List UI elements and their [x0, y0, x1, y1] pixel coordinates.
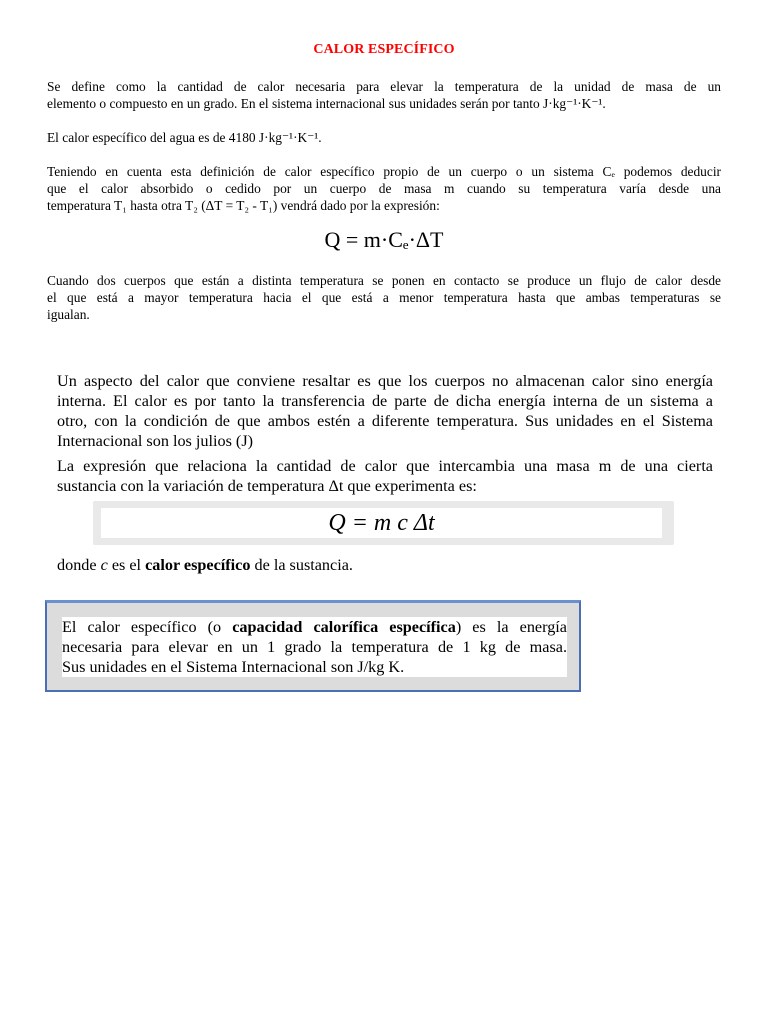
text-line: necesaria para elevar en un 1 grado la temperatura de 1 kg de masa. — [62, 638, 567, 656]
def-text-b: ) es la energía — [455, 618, 567, 636]
text-line: igualan. — [47, 307, 90, 322]
text-line: Cuando dos cuerpos que están a distinta temperatura se ponen en contacto se produce un flujo de calor desde — [47, 273, 721, 288]
deduction-paragraph — [47, 163, 721, 214]
text-line — [57, 555, 713, 575]
text-line: otro, con la condición de que ambos estén a diferente temperatura. Sus unidades en el Sistema — [57, 412, 713, 430]
text-line: Internacional son los julios (J) — [57, 432, 254, 450]
note-suffix: de la sustancia. — [250, 556, 353, 574]
text-line: Sus unidades en el Sistema Internacional son J/kg K. — [62, 658, 405, 676]
text-line: Teniendo en cuenta esta definición de calor específico propio de un cuerpo o un sistema Cₑ podemos deducir — [47, 164, 721, 179]
note-bold-term: calor específico — [145, 556, 251, 574]
heat-formula: Q = m·Cₑ·ΔT — [324, 227, 444, 252]
text-line: que el calor absorbido o cedido por un cuerpo de masa m cuando su temperatura varía desde una — [47, 181, 721, 196]
note-prefix: donde — [57, 556, 101, 574]
text-line: el que está a mayor temperatura hacia el que está a menor temperatura hasta que ambas temperaturas se — [47, 290, 721, 305]
water-specific-heat-paragraph — [47, 129, 721, 146]
formula-box — [93, 501, 674, 545]
specific-heat-note — [57, 555, 713, 575]
internal-energy-paragraph — [57, 371, 713, 451]
definition-box — [45, 600, 581, 692]
text-line: El calor específico del agua es de 4180 J·kg⁻¹·K⁻¹. — [47, 130, 322, 145]
def-text-a: El calor específico (o — [62, 618, 233, 636]
heat-formula-italic: Q = m c Δt — [101, 508, 662, 538]
text-line: Se define como la cantidad de calor necesaria para elevar la temperatura de la unidad de masa de un — [47, 79, 721, 94]
expression-intro-paragraph — [57, 456, 713, 496]
note-variable: c — [100, 556, 108, 574]
text-line: interna. El calor es por tanto la transferencia de parte de dicha energía interna de un sistema a — [57, 392, 713, 410]
text-line: elemento o compuesto en un grado. En el sistema internacional sus unidades serán por tanto J·kg⁻¹·K⁻¹. — [47, 96, 606, 111]
text-line: temperatura T₁ hasta otra T₂ (ΔT = T₂ - T₁) vendrá dado por la expresión: — [47, 198, 440, 213]
definition-paragraph — [47, 78, 721, 112]
text-line: La expresión que relaciona la cantidad de calor que intercambia una masa m de una cierta — [57, 457, 713, 475]
note-mid: es el — [107, 556, 146, 574]
text-line — [62, 617, 567, 637]
page-title: CALOR ESPECÍFICO — [313, 42, 455, 57]
text-line: Un aspecto del calor que conviene resaltar es que los cuerpos no almacenan calor sino energía — [57, 372, 713, 390]
definition-text — [62, 617, 567, 677]
text-line: sustancia con la variación de temperatura Δt que experimenta es: — [57, 477, 477, 495]
heat-flow-paragraph — [47, 272, 721, 323]
def-bold-term: capacidad calorífica específica — [232, 618, 456, 636]
